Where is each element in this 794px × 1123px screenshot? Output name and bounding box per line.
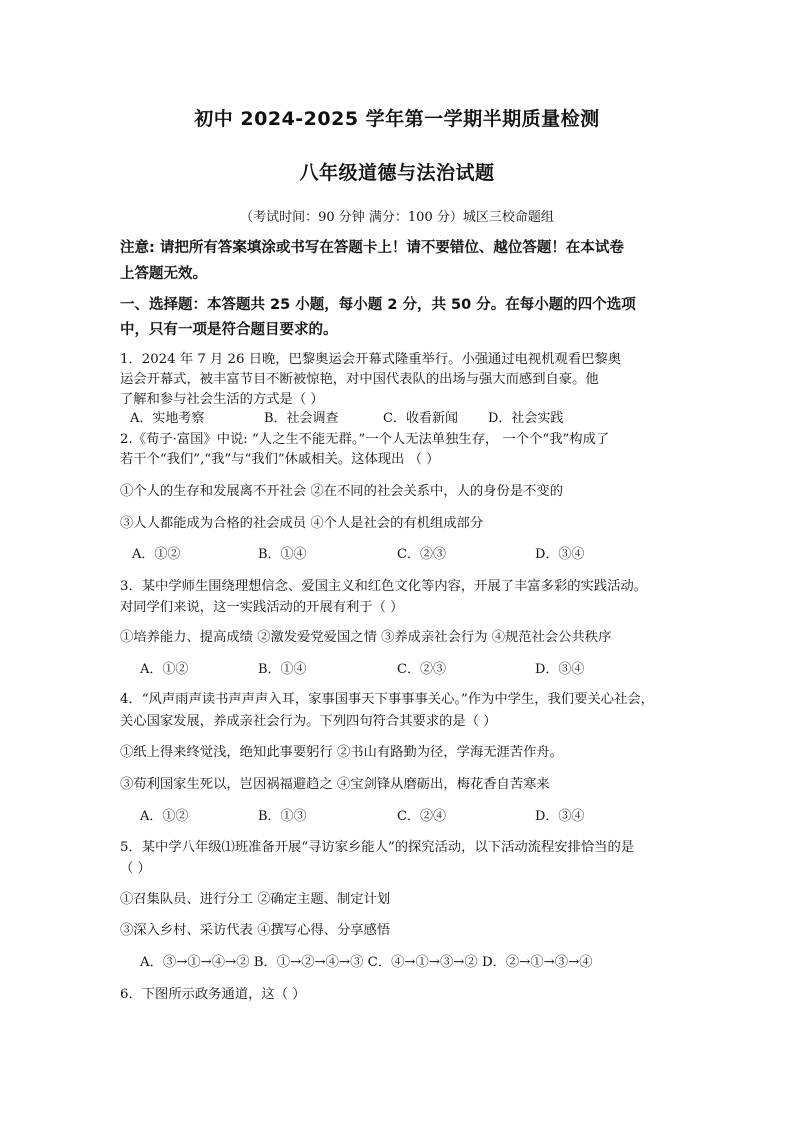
q4-option-b: B．①③	[258, 809, 307, 824]
q1-option-b: B．社会调查	[264, 411, 339, 426]
q1-line-1: 1．2024 年 7 月 26 日晚，巴黎奥运会开幕式隆重举行。小强通过电视机观看巴黎奥	[120, 352, 622, 367]
q5-line-1: 5．某中学八年级⑴班准备开展“寻访家乡能人”的探究活动，以下活动流程安排恰当的是	[120, 840, 635, 855]
q3-line-1: 3．某中学师生围绕理想信念、爱国主义和红色文化等内容，开展了丰富多彩的实践活动。	[120, 579, 648, 594]
q3-option-a: A．①②	[140, 662, 189, 677]
q5-options: A．③→①→④→② B．①→②→④→③ C．④→①→③→② D．②→①→③→④	[140, 955, 593, 970]
q1-line-2: 运会开幕式，被丰富节目不断被惊艳，对中国代表队的出场与强大而感到自豪。他	[120, 372, 599, 387]
q4-option-a: A．①②	[140, 809, 189, 824]
section1-line-2: 中，只有一项是符合题目要求的。	[120, 322, 338, 338]
section1-line-1: 一、选择题：本答题共 25 小题，每小题 2 分，共 50 分。在每小题的四个选项	[120, 297, 636, 313]
q4-option-d: D．③④	[535, 809, 585, 824]
q2-items-row-2: ③人人都能成为合格的社会成员 ④个人是社会的有机组成部分	[120, 516, 484, 531]
exam-title: 初中 2024-2025 学年第一学期半期质量检测	[194, 108, 600, 130]
q2-option-a: A．①②	[132, 547, 181, 562]
q2-option-b: B．①④	[258, 547, 307, 562]
notice-line-1: 注意: 请把所有答案填涂或书写在答题卡上！请不要错位、越位答题！在本试卷	[120, 240, 624, 256]
q3-line-2: 对同学们来说，这一实践活动的开展有利于（ ）	[120, 600, 404, 615]
q1-line-3: 了解和参与社会生活的方式是（ ）	[120, 392, 324, 407]
q2-option-c: C．②③	[397, 547, 446, 562]
exam-subtitle: 八年级道德与法治试题	[299, 162, 495, 184]
q2-line-2: 若干个“我们”,“我”与“我们”休戚相关。这体现出 （ ）	[120, 452, 440, 467]
q2-items-row-1: ①个人的生存和发展离不开社会 ②在不同的社会关系中，人的身份是不变的	[120, 484, 564, 499]
q5-items-row-2: ③深入乡村、采访代表 ④撰写心得、分享感悟	[120, 923, 391, 938]
q5-line-2: （ ）	[120, 861, 151, 876]
q6-line-1: 6．下图所示政务通道，这（ ）	[120, 987, 306, 1002]
q4-items-row-1: ①纸上得来终觉浅，绝知此事要躬行 ②书山有路勤为径，学海无涯苦作舟。	[120, 745, 564, 760]
q3-items-row-1: ①培养能力、提高成绩 ②激发爱党爱国之情 ③养成亲社会行为 ④规范社会公共秩序	[120, 630, 612, 645]
q2-line-1: 2.《荀子·富国》中说: “人之生不能无群。”一个人无法单独生存， 一个个“我”构成了	[120, 432, 610, 447]
notice-line-2: 上答题无效。	[120, 266, 207, 282]
q4-line-2: 关心国家发展，养成亲社会行为。下列四句符合其要求的是（ ）	[120, 714, 497, 729]
q5-items-row-1: ①召集队员、进行分工 ②确定主题、制定计划	[120, 892, 391, 907]
q3-option-c: C．②③	[397, 662, 446, 677]
q2-option-d: D．③④	[535, 547, 585, 562]
q1-option-d: D．社会实践	[488, 411, 564, 426]
exam-info: （考试时间：90 分钟 满分：100 分）城区三校命题组	[240, 210, 554, 225]
q4-line-1: 4．“风声雨声读书声声声入耳，家事国事天下事事事关心。”作为中学生，我们要关心社会，	[120, 692, 654, 707]
q4-option-c: C．②④	[397, 809, 446, 824]
q3-option-b: B．①④	[258, 662, 307, 677]
q1-option-a: A．实地考察	[130, 411, 205, 426]
q1-option-c: C．收看新闻	[383, 411, 458, 426]
q4-items-row-2: ③苟利国家生死以，岂因祸福避趋之 ④宝剑锋从磨砺出，梅花香自苦寒来	[120, 777, 550, 792]
q3-option-d: D．③④	[535, 662, 585, 677]
